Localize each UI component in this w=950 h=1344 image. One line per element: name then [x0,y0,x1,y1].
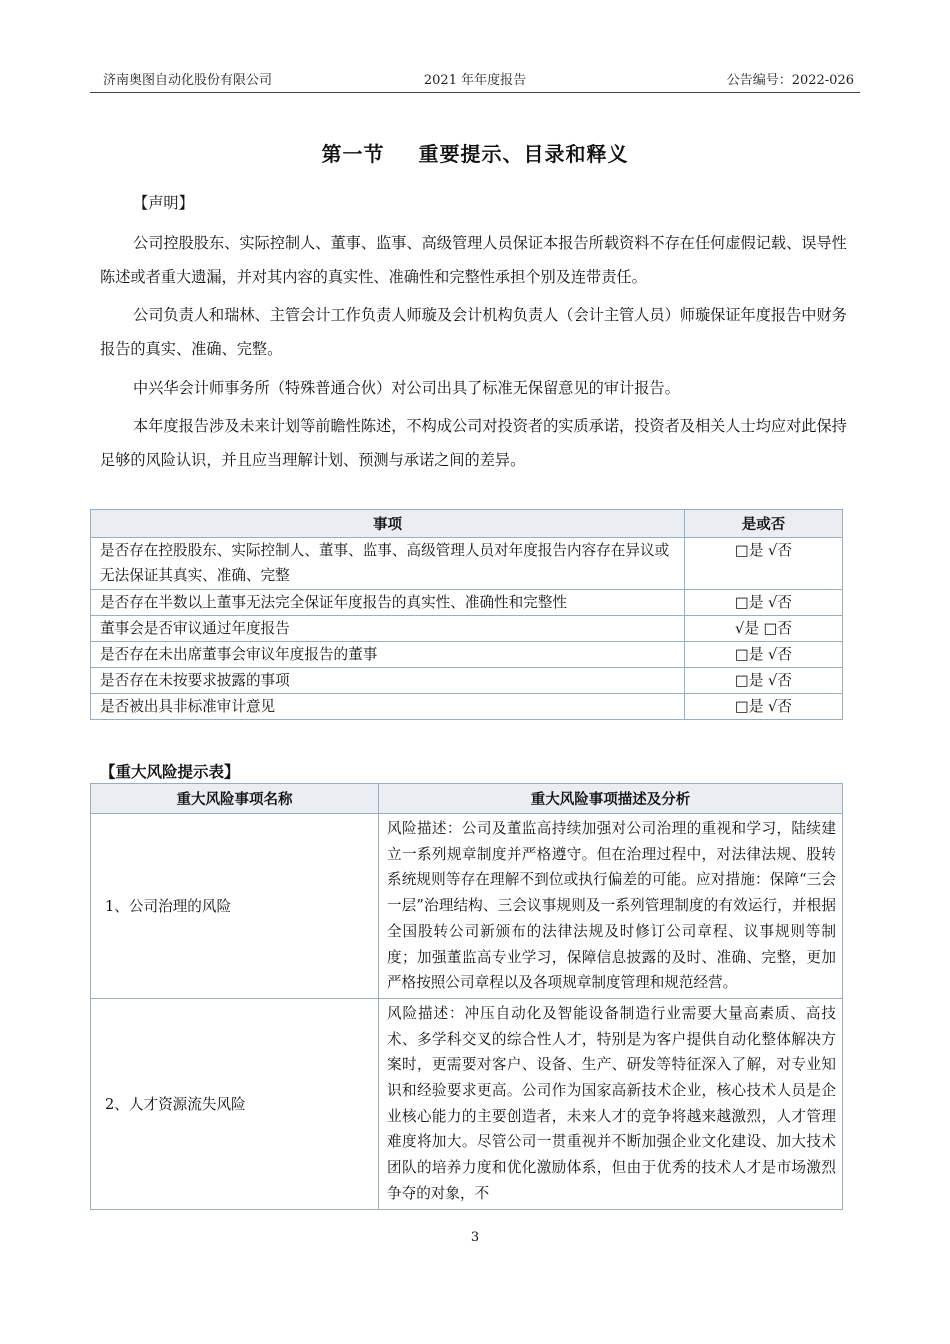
item-cell: 是否存在控股股东、实际控制人、董事、监事、高级管理人员对年度报告内容存在异议或无法保证其真实、准确、完整 [91,538,685,590]
statement-paragraph: 本年度报告涉及未来计划等前瞻性陈述，不构成公司对投资者的实质承诺，投资者及相关人士均应对此保持足够的风险认识，并且应当理解计划、预测与承诺之间的差异。 [100,417,847,469]
page-title [0,138,950,167]
column-header-item: 事项 [91,510,685,538]
table-row [91,814,843,999]
statement-paragraph: 公司负责人和瑞林、主管会计工作负责人师璇及会计机构负责人（会计主管人员）师璇保证年度报告中财务报告的真实、准确、完整。 [100,306,847,358]
risk-table-label: 【重大风险提示表】 [100,763,240,781]
answer-cell: √是 □否 [685,616,843,642]
answer-cell: □是 √否 [685,668,843,694]
page-number: 3 [470,1230,480,1245]
confirmation-table [90,509,843,720]
item-cell: 是否存在未按要求披露的事项 [91,668,685,694]
section-number: 第一节 [321,142,385,166]
statement-label: 【声明】 [133,194,194,212]
column-header-answer: 是或否 [685,510,843,538]
header-report-title: 2021 年年度报告 [423,73,527,88]
column-header-risk-description: 重大风险事项描述及分析 [379,784,843,814]
statement-paragraph: 公司控股股东、实际控制人、董事、监事、高级管理人员保证本报告所载资料不存在任何虚假记载、误导性陈述或者重大遗漏，并对其内容的真实性、准确性和完整性承担个别及连带责任。 [100,234,847,286]
table-row [91,616,843,642]
item-cell: 是否被出具非标准审计意见 [91,694,685,720]
answer-cell: □是 √否 [685,694,843,720]
statement-paragraph: 中兴华会计师事务所（特殊普通合伙）对公司出具了标准无保留意见的审计报告。 [133,379,680,397]
header-divider [90,92,860,93]
header-notice-number: 公告编号：2022-026 [726,73,854,88]
table-row [91,538,843,590]
risk-name-cell: 1、公司治理的风险 [91,814,379,999]
risk-name-cell: 2、人才资源流失风险 [91,998,379,1209]
table-row [91,642,843,668]
answer-cell: □是 √否 [685,642,843,668]
item-cell: 是否存在未出席董事会审议年度报告的董事 [91,642,685,668]
risk-description-cell: 风险描述：冲压自动化及智能设备制造行业需要大量高素质、高技术、多学科交叉的综合性人才，特别是为客户提供自动化整体解决方案时，更需要对客户、设备、生产、研发等特征深入了解，对专业知识和经验要求更高。公司作为国家高新技术企业，核心技术人员是企业核心能力的主要创造者，未来人才的竞争将越来越激烈，人才管理难度将加大。尽管公司一贯重视并不断加强企业文化建设、加大技术团队的培养力度和优化激励体系，但由于优秀的技术人才是市场激烈争夺的对象，不 [379,998,843,1209]
risk-description-cell: 风险描述：公司及董监高持续加强对公司治理的重视和学习，陆续建立一系列规章制度并严格遵守。但在治理过程中，对法律法规、股转系统规则等存在理解不到位或执行偏差的可能。应对措施：保障“三会一层”治理结构、三会议事规则及一系列管理制度的有效运行，并根据全国股转公司新颁布的法律法规及时修订公司章程、议事规则等制度；加强董监高专业学习，保障信息披露的及时、准确、完整，更加严格按照公司章程以及各项规章制度管理和规范经营。 [379,814,843,999]
table-row [91,694,843,720]
item-cell: 是否存在半数以上董事无法完全保证年度报告的真实性、准确性和完整性 [91,590,685,616]
table-header-row [91,510,843,538]
section-name: 重要提示、目录和释义 [418,142,629,166]
column-header-risk-name: 重大风险事项名称 [91,784,379,814]
item-cell: 董事会是否审议通过年度报告 [91,616,685,642]
table-row [91,668,843,694]
risk-table [90,783,843,1210]
answer-cell: □是 √否 [685,590,843,616]
header-company: 济南奥图自动化股份有限公司 [103,73,273,88]
answer-cell: □是 √否 [685,538,843,590]
table-row [91,998,843,1209]
table-row [91,590,843,616]
table-header-row [91,784,843,814]
